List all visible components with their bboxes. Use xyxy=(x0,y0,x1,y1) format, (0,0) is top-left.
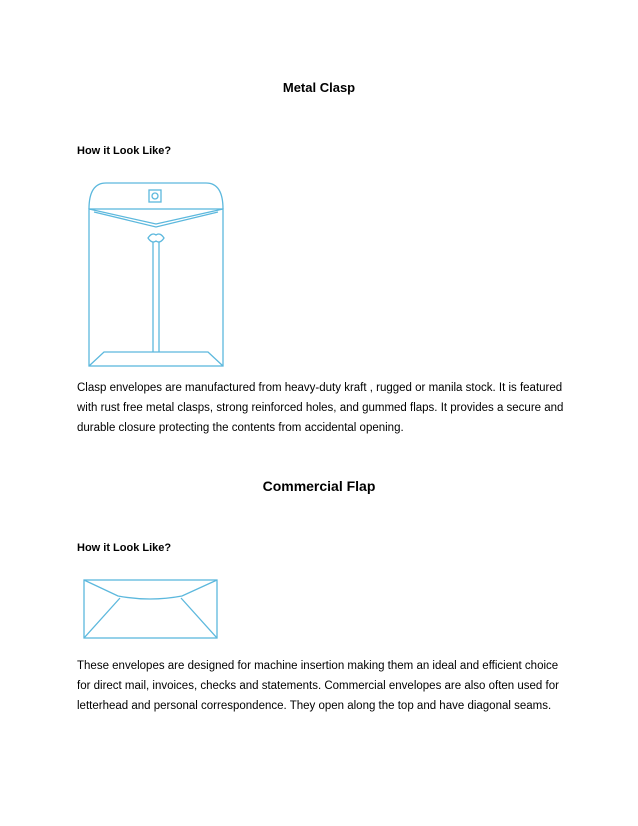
section-title-commercial-flap: Commercial Flap xyxy=(262,478,376,494)
subheading-commercial-flap: How it Look Like? xyxy=(77,542,172,554)
description-commercial-flap: These envelopes are designed for machine insertion making them an ideal and efficient choice for direct mail, invoices, checks and statements. Commercial envelopes are also often used for letterhead and personal correspondence. They open along the top and have diagonal seams. xyxy=(77,660,559,712)
section-title-metal-clasp: Metal Clasp xyxy=(282,80,356,95)
clasp-envelope-icon xyxy=(86,180,226,370)
description-metal-clasp: Clasp envelopes are manufactured from heavy-duty kraft , rugged or manila stock. It is featured with rust free metal clasps, strong reinforced holes, and gummed flaps. It provides a secure and durable closure protecting the contents from accidental opening. xyxy=(77,382,564,434)
subheading-metal-clasp: How it Look Like? xyxy=(77,145,172,157)
commercial-envelope-icon xyxy=(82,576,219,640)
